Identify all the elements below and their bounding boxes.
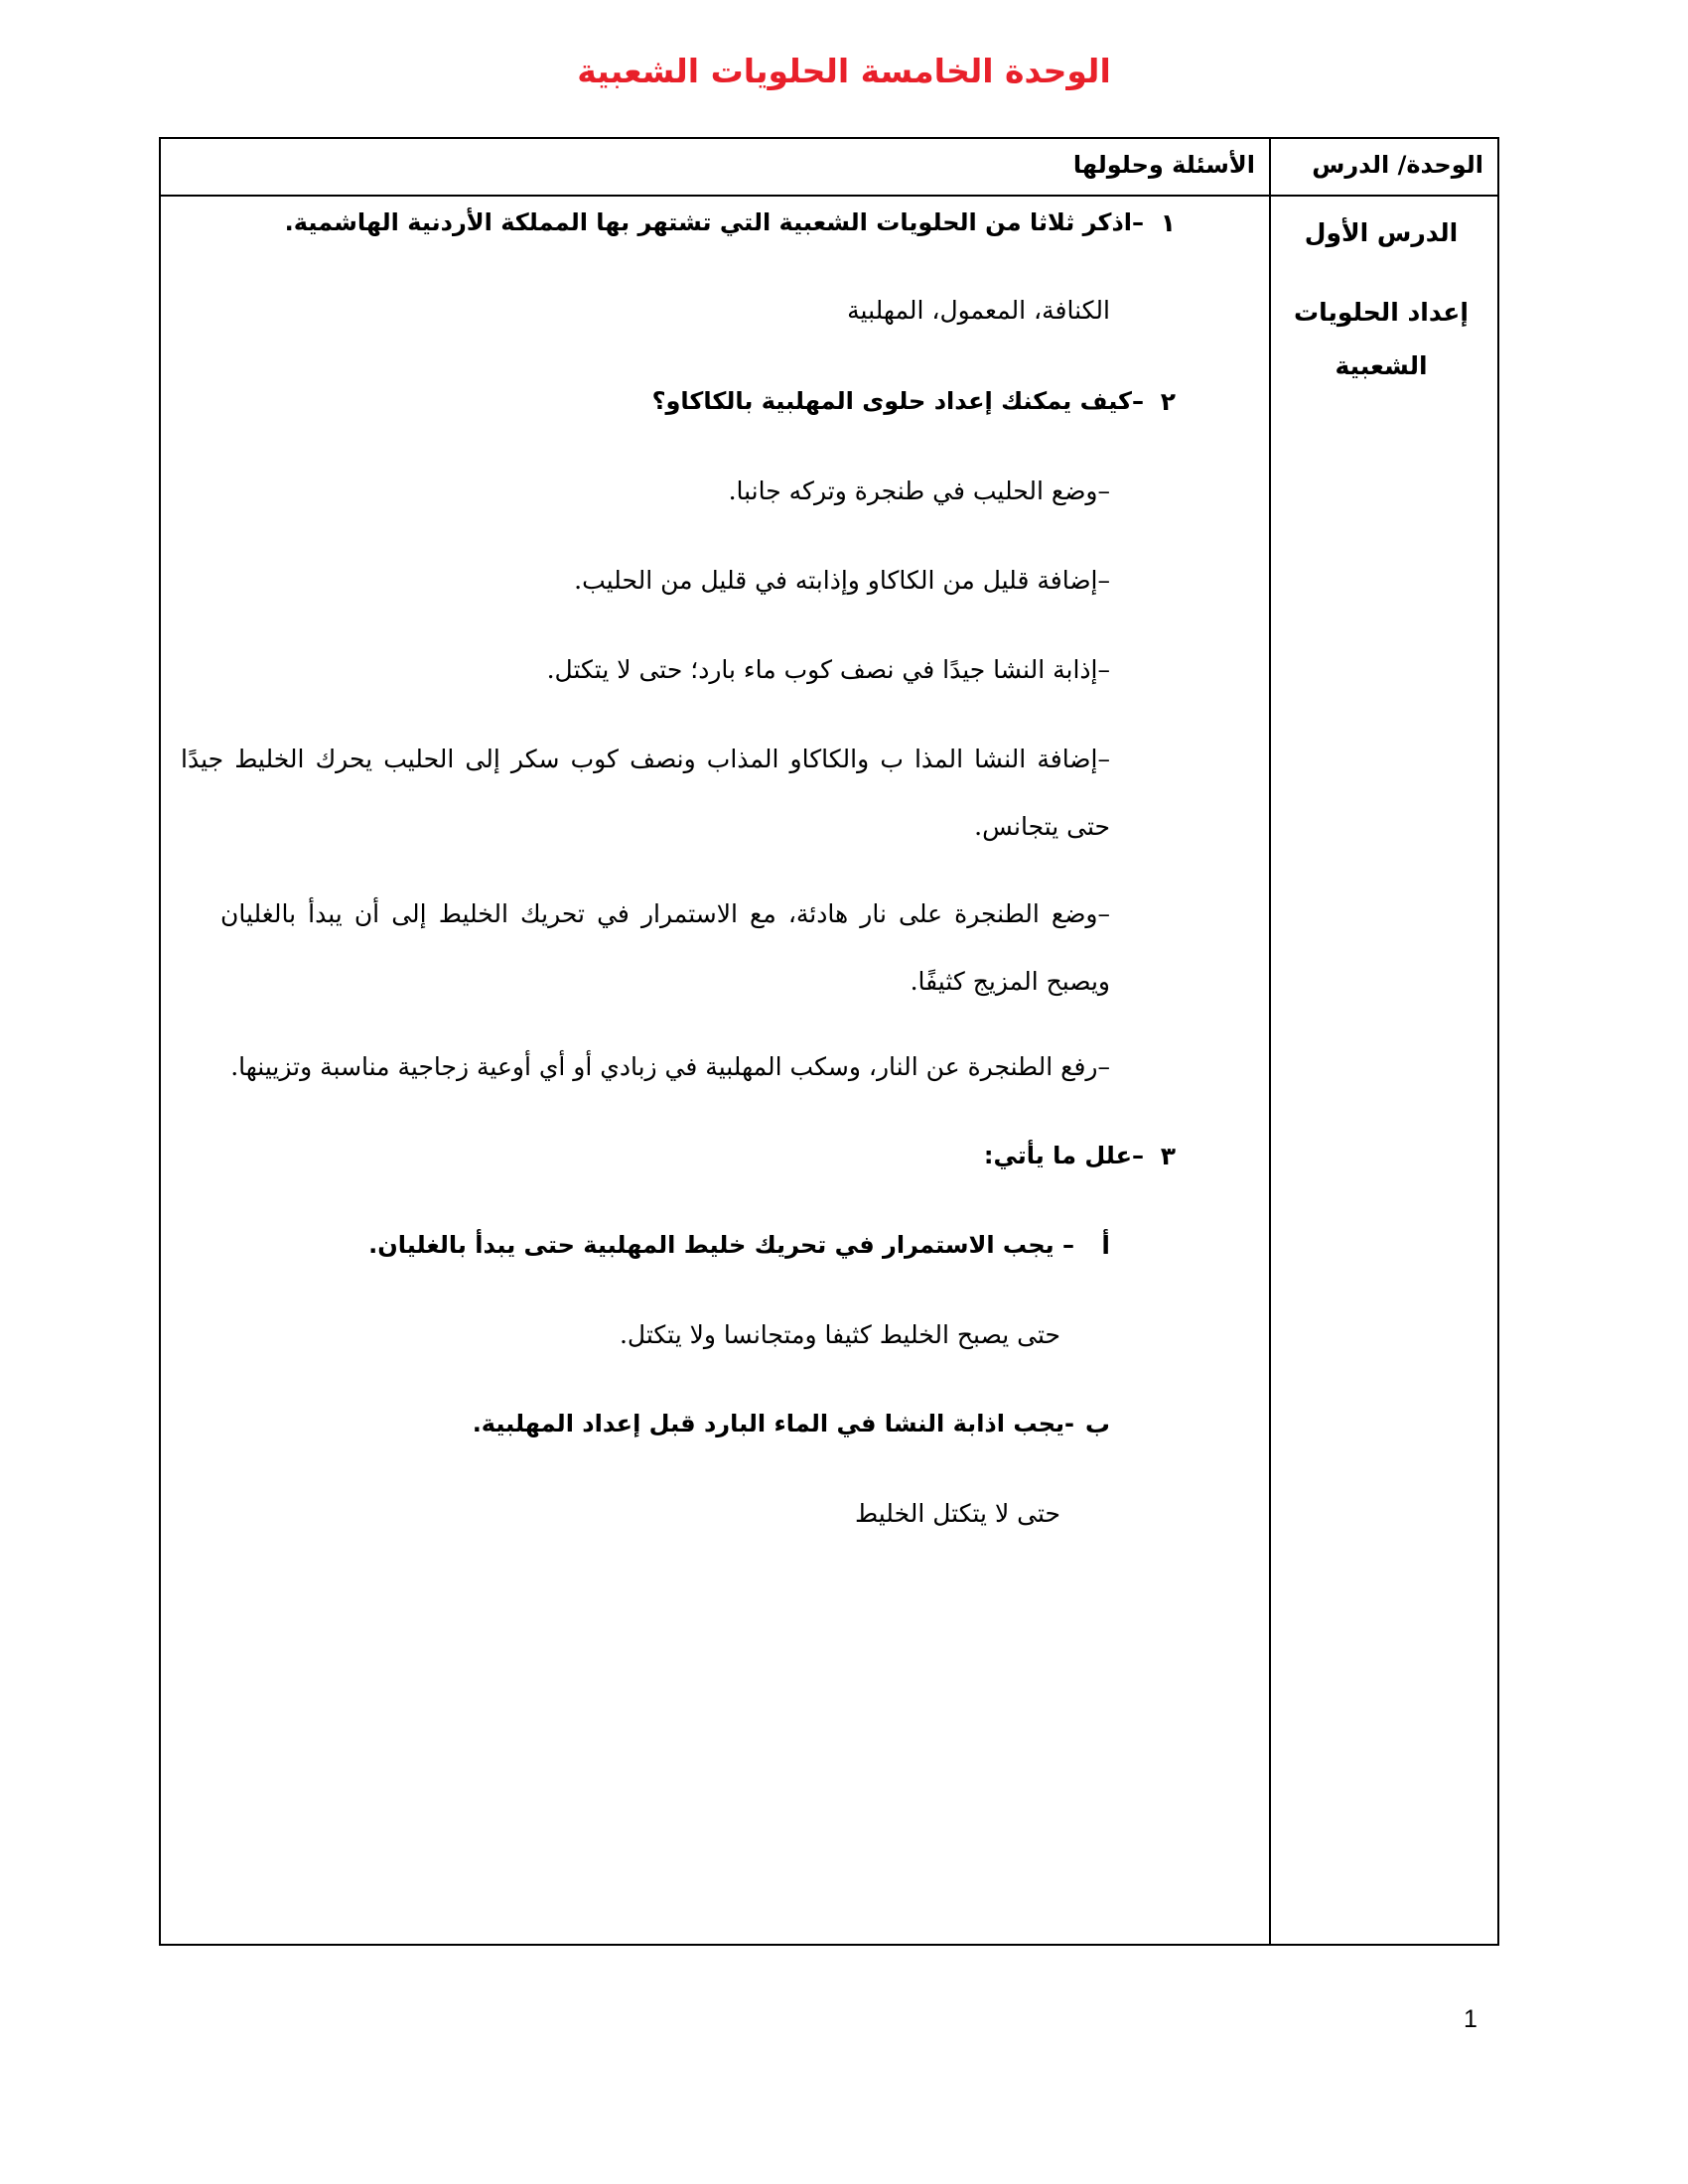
page-number: 1 [1464, 2005, 1477, 2033]
lesson-topic [1279, 286, 1483, 393]
question-number: ٣ [1160, 1142, 1176, 1170]
question-3-text: –علل ما يأتي: [983, 1142, 1144, 1169]
question-2-step: –إضافة قليل من الكاكاو وإذابته في قليل من الحليب. [574, 566, 1110, 595]
header-questions-answers: الأسئلة وحلولها [1072, 151, 1255, 179]
question-2-step-continued: حتى يتجانس. [974, 812, 1110, 841]
lesson-topic-line1: إعداد الحلويات [1294, 298, 1469, 327]
header-unit-lesson: الوحدة/ الدرس [1312, 151, 1483, 179]
page-title: الوحدة الخامسة الحلويات الشعبية [577, 52, 1111, 90]
question-1-text: –اذكر ثلاثا من الحلويات الشعبية التي تشتهر بها المملكة الأردنية الهاشمية. [284, 208, 1144, 236]
question-2-step: –وضع الحليب في طنجرة وتركه جانبا. [728, 477, 1110, 505]
sub-question-b-answer: حتى لا يتكتل الخليط [855, 1499, 1060, 1528]
question-2-step: –رفع الطنجرة عن النار، وسكب المهلبية في زبادي أو أي أوعية زجاجية مناسبة وتزيينها. [230, 1052, 1110, 1081]
question-2-step: –وضع الطنجرة على نار هادئة، مع الاستمرار في تحريك الخليط إلى أن يبدأ بالغليان [220, 899, 1110, 928]
sub-question-b-text: -يجب اذابة النشا في الماء البارد قبل إعداد المهلبية. [472, 1410, 1074, 1437]
sub-question-label: أ [1101, 1231, 1110, 1260]
lesson-topic-line2: الشعبية [1335, 351, 1428, 380]
sub-question-a-answer: حتى يصبح الخليط كثيفا ومتجانسا ولا يتكتل. [619, 1320, 1060, 1349]
question-2-step-continued: ويصبح المزيج كثيفًا. [910, 967, 1110, 996]
lesson-table [159, 137, 1499, 1946]
question-number: ١ [1160, 208, 1176, 237]
lesson-name: الدرس الأول [1304, 218, 1459, 247]
question-number: ٢ [1160, 387, 1176, 416]
questions-column [161, 197, 1269, 1944]
column-divider [1269, 139, 1271, 1944]
sub-question-a-text: – يجب الاستمرار في تحريك خليط المهلبية حتى يبدأ بالغليان. [368, 1231, 1074, 1259]
question-2-step: –إضافة النشا المذا ب والكاكاو المذاب ونصف كوب سكر إلى الحليب يحرك الخليط جيدًا [181, 745, 1110, 773]
question-2-step: –إذابة النشا جيدًا في نصف كوب ماء بارد؛ حتى لا يتكتل. [546, 655, 1110, 684]
question-1-answer: الكنافة، المعمول، المهلبية [847, 296, 1110, 325]
question-2-text: –كيف يمكنك إعداد حلوى المهلبية بالكاكاو؟ [651, 387, 1144, 415]
sub-question-label: ب [1084, 1410, 1110, 1438]
